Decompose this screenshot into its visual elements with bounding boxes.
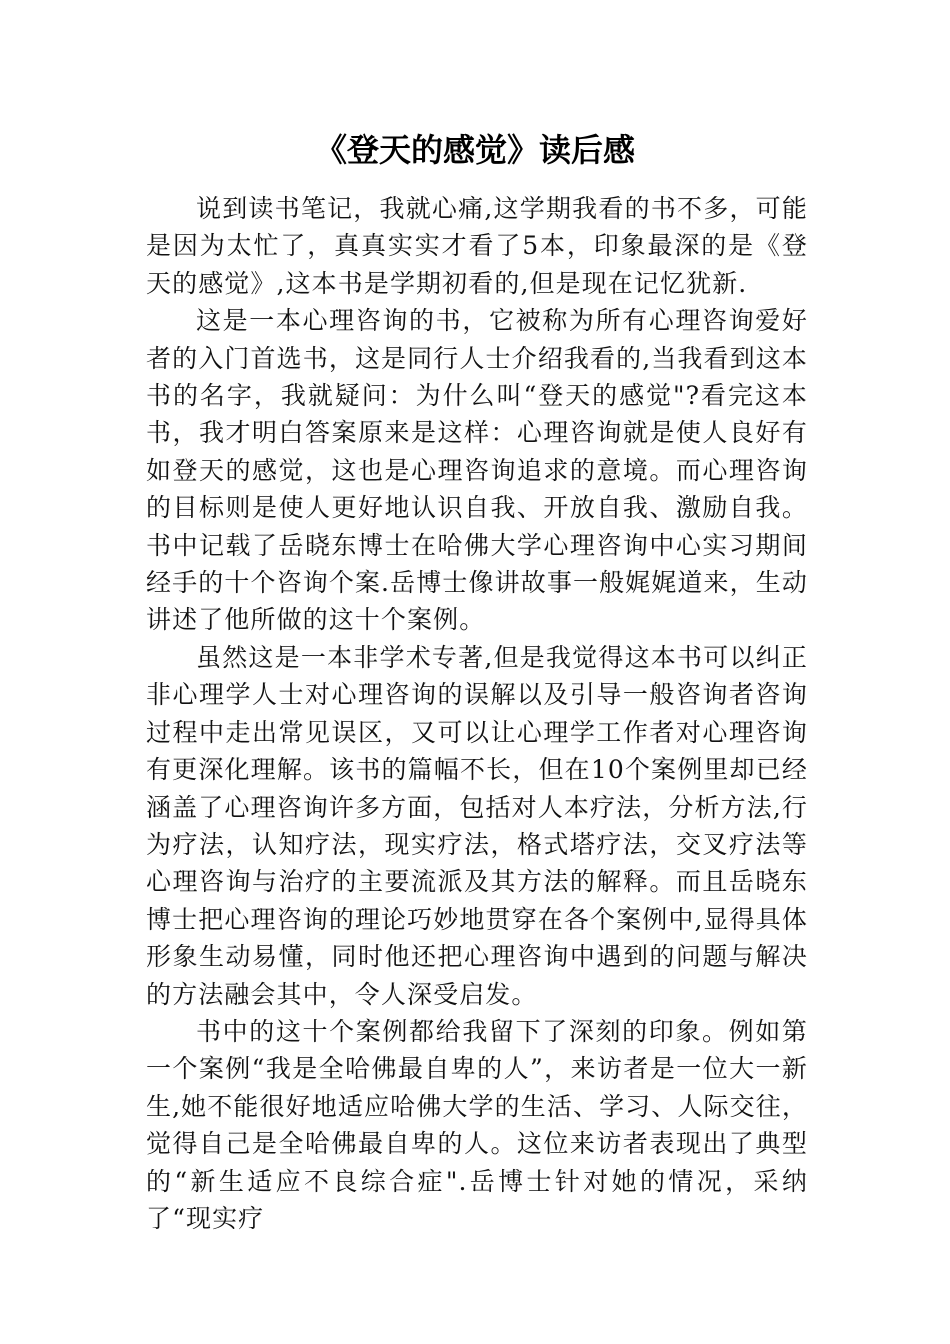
document-title: 《登天的感觉》读后感 xyxy=(314,131,635,169)
paragraph-2: 这是一本心理咨询的书，它被称为所有心理咨询爱好者的入门首选书，这是同行人士介绍我看的,当我看到这本书的名字，我就疑问：为什么叫“登天的感觉"?看完这本书，我才明白答案原来是这样：心理咨询就是使人良好有如登天的感觉，这也是心理咨询追求的意境。而心理咨询的目标则是使人更好地认识自我、开放自我、激励自我。书中记载了岳晓东博士在哈佛大学心理咨询中心实习期间经手的十个咨询个案.岳博士像讲故事一般娓娓道来，生动讲述了他所做的这十个案例。 xyxy=(146,306,808,635)
document-body xyxy=(146,190,808,1237)
paragraph-3: 虽然这是一本非学术专著,但是我觉得这本书可以纠正非心理学人士对心理咨询的误解以及引导一般咨询者咨询过程中走出常见误区，又可以让心理学工作者对心理咨询有更深化理解。该书的篇幅不长，但在10个案例里却已经涵盖了心理咨询许多方面，包括对人本疗法，分析方法,行为疗法，认知疗法，现实疗法，格式塔疗法，交叉疗法等心理咨询与治疗的主要流派及其方法的解释。而且岳晓东博士把心理咨询的理论巧妙地贯穿在各个案例中,显得具体形象生动易懂，同时他还把心理咨询中遇到的问题与解决的方法融会其中，令人深受启发。 xyxy=(146,642,808,1009)
paragraph-1: 说到读书笔记，我就心痛,这学期我看的书不多，可能是因为太忙了，真真实实才看了5本，印象最深的是《登天的感觉》,这本书是学期初看的,但是现在记忆犹新. xyxy=(146,194,808,298)
paragraph-4: 书中的这十个案例都给我留下了深刻的印象。例如第一个案例“我是全哈佛最自卑的人”，来访者是一位大一新生,她不能很好地适应哈佛大学的生活、学习、人际交往，觉得自己是全哈佛最自卑的人。这位来访者表现出了典型的“新生适应不良综合症".岳博士针对她的情况，采纳了“现实疗 xyxy=(146,1016,808,1233)
